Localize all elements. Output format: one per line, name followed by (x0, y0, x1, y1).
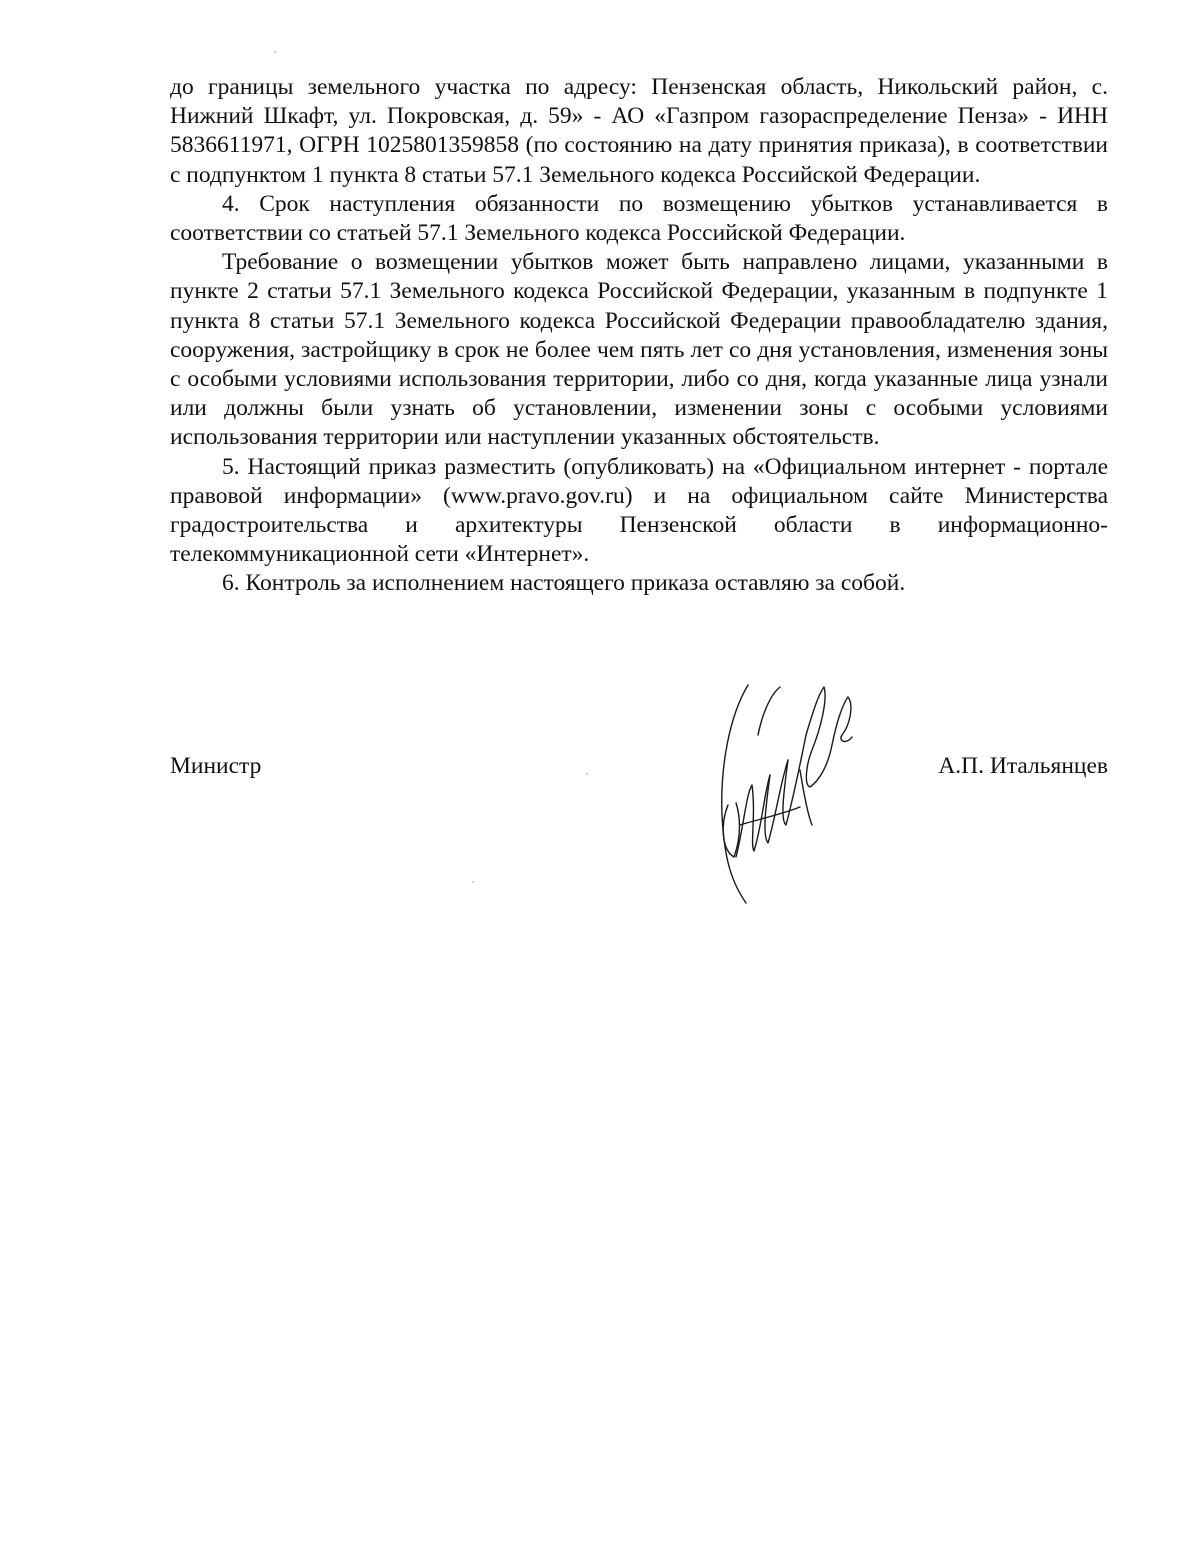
signatory-name: А.П. Итальянцев (938, 753, 1108, 779)
paragraph-item-4: 4. Срок наступления обязанности по возмещению убытков устанавливается в соответствии со статьей 57.1 Земельного кодекса Российской Федерации. (170, 190, 1108, 247)
scan-speck (586, 773, 588, 775)
document-body (170, 73, 1108, 599)
scan-speck (472, 881, 474, 883)
paragraph-requirement: Требование о возмещении убытков может быть направлено лицами, указанными в пункте 2 статьи 57.1 Земельного кодекса Российской Федерации, указанным в подпункте 1 пункта 8 статьи 57.1 Земельного кодекса Российской Федерации правообладателю здания, сооружения, застройщику в срок не более чем пять лет со дня установления, изменения зоны с особыми условиями использования территории, либо со дня, когда указанные лица узнали или должны были узнать об установлении, изменении зоны с особыми условиями использования территории или наступлении указанных обстоятельств. (170, 249, 1108, 451)
paragraph-item-5: 5. Настоящий приказ разместить (опубликовать) на «Официальном интернет - портале правовой информации» (www.pravo.gov.ru) и на официальном сайте Министерства градостроительства и архитектуры Пензенской области в информационно-телекоммуникационной сети «Интернет». (170, 453, 1108, 568)
handwritten-signature (700, 675, 870, 910)
scan-speck (274, 51, 276, 53)
signatory-title: Министр (170, 753, 262, 779)
paragraph-continuation: до границы земельного участка по адресу: Пензенская область, Никольский район, с. Нижний Шкафт, ул. Покровская, д. 59» - АО «Газпром газораспределение Пенза» - ИНН 5836611971, ОГРН 1025801359858 (по состоянию на дату принятия приказа), в соответствии с подпунктом 1 пункта 8 статьи 57.1 Земельного кодекса Российской Федерации. (170, 74, 1108, 188)
paragraph-item-6: 6. Контроль за исполнением настоящего приказа оставляю за собой. (222, 570, 906, 597)
signature-block (170, 752, 1108, 792)
